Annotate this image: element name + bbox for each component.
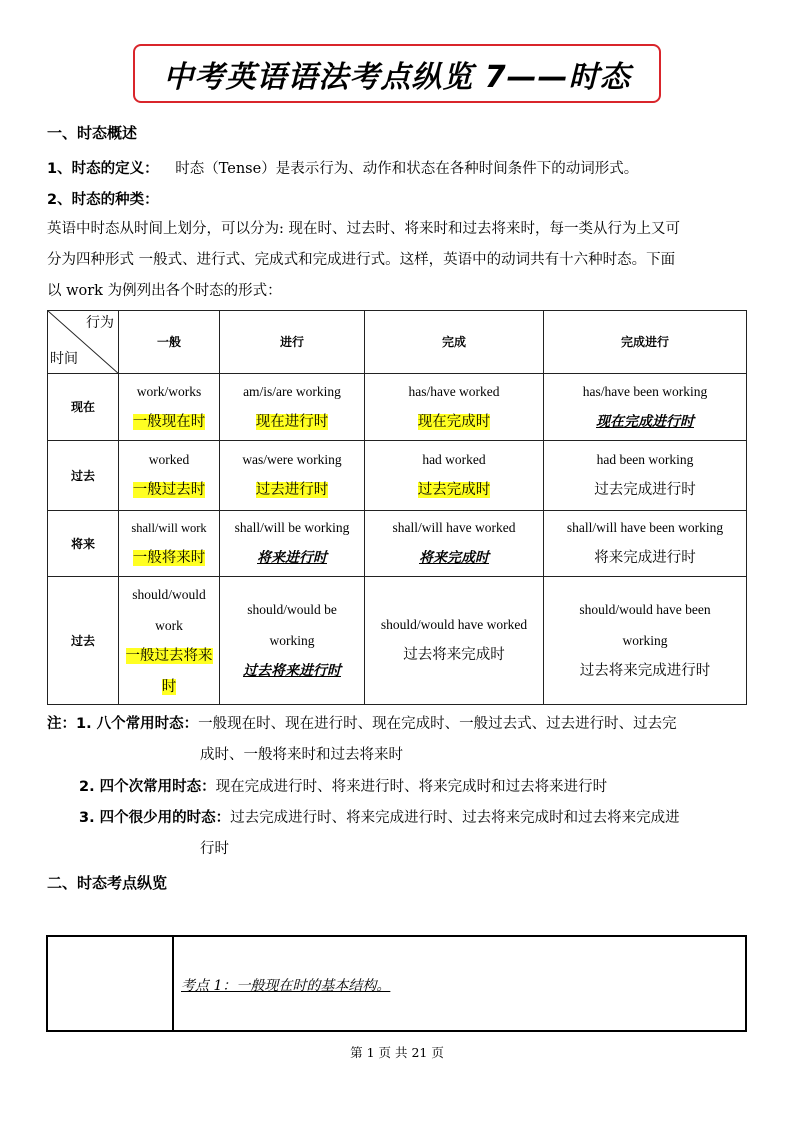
title-box <box>133 44 661 103</box>
cell-form: shall/will have been working <box>566 520 724 535</box>
definition-text: 时态（Tense）是表示行为、动作和状态在各种时间条件下的动词形式。 <box>175 161 639 177</box>
note-2 <box>79 775 607 796</box>
box-divider <box>172 937 174 1030</box>
table-corner-cell <box>48 311 119 374</box>
note-prefix: 注： <box>47 716 76 732</box>
cell-tense-name: 一般将来时 <box>132 550 206 566</box>
intro-paragraph <box>47 214 747 307</box>
table-cell <box>544 374 747 441</box>
note-1-text: 一般现在时、现在进行时、现在完成时、一般过去式、过去进行时、过去完 <box>198 716 677 732</box>
intro-line-3: 以 work 为例列出各个时态的形式： <box>47 283 282 299</box>
table-row <box>48 577 747 705</box>
note-3-label: 3. 四个很少用的时态： <box>79 810 231 826</box>
cell-tense-name: 将来完成进行时 <box>594 550 696 566</box>
cell-form: worked <box>148 452 190 467</box>
definition-line <box>47 157 638 178</box>
table-cell <box>220 511 365 577</box>
exam-point-1: 考点 1：一般现在时的基本结构。 <box>181 978 391 994</box>
cell-tense-name: 过去进行时 <box>255 482 329 498</box>
cell-tense-name: 将来进行时 <box>257 550 327 566</box>
cell-form: work/works <box>136 383 202 399</box>
intro-line-2: 分为四种形式 一般式、进行式、完成式和完成进行式。这样，英语中的动词共有十六种时态。下面 <box>47 252 676 268</box>
document-title: 中考英语语法考点纵览 7——时态 <box>163 59 631 95</box>
table-cell <box>365 511 544 577</box>
header-progressive: 进行 <box>220 311 365 374</box>
table-row <box>48 441 747 511</box>
table-cell <box>220 374 365 441</box>
cell-tense-name: 一般现在时 <box>132 413 206 430</box>
row-label-past-future: 过去 <box>48 577 119 705</box>
header-simple: 一般 <box>119 311 220 374</box>
cell-form: should/would have worked <box>380 617 528 632</box>
note-1-continued: 成时、一般将来时和过去将来时 <box>200 747 403 763</box>
cell-form: should/would work <box>132 586 206 633</box>
cell-form: am/is/are working <box>243 383 341 399</box>
cell-tense-name: 过去完成进行时 <box>594 482 696 498</box>
table-cell <box>544 441 747 511</box>
cell-tense-name: 过去将来完成进行时 <box>579 663 711 679</box>
cell-form: shall/will have worked <box>392 520 516 535</box>
table-row <box>48 374 747 441</box>
table-cell <box>365 374 544 441</box>
cell-tense-name: 现在完成时 <box>417 413 491 430</box>
note-1-label: 1. 八个常用时态： <box>76 716 199 732</box>
cell-tense-name: 过去将来完成时 <box>403 647 505 663</box>
note-2-text: 现在完成进行时、将来进行时、将来完成时和过去将来进行时 <box>215 779 608 795</box>
note-3-text: 过去完成进行时、将来完成进行时、过去将来完成时和过去将来完成进 <box>230 810 680 826</box>
table-cell <box>365 577 544 705</box>
cell-tense-name: 将来完成时 <box>419 550 489 566</box>
row-label-present: 现在 <box>48 374 119 441</box>
note-1 <box>47 712 677 733</box>
table-cell <box>119 577 220 705</box>
section1-heading: 一、时态概述 <box>47 124 138 142</box>
table-header-row <box>48 311 747 374</box>
cell-tense-name: 过去将来进行时 <box>243 663 341 679</box>
intro-line-1: 英语中时态从时间上划分，可以分为: 现在时、过去时、将来时和过去将来时，每一类从行为上又可 <box>47 221 680 237</box>
cell-form: has/have been working <box>582 383 708 399</box>
table-cell <box>365 441 544 511</box>
note-3-continued: 行时 <box>200 841 229 857</box>
cell-form: had worked <box>422 452 486 467</box>
cell-tense-name: 现在进行时 <box>255 413 329 430</box>
page-footer: 第 1 页 共 21 页 <box>350 1045 444 1060</box>
cell-tense-name: 过去完成时 <box>417 482 491 498</box>
cell-form: shall/will be working <box>234 520 350 535</box>
cell-form: should/would be working <box>247 602 337 648</box>
corner-label-time: 时间 <box>50 351 78 367</box>
table-cell <box>119 441 220 511</box>
table-cell <box>544 577 747 705</box>
table-cell <box>220 441 365 511</box>
corner-label-action: 行为 <box>86 315 114 331</box>
cell-form: should/would have been working <box>579 602 711 648</box>
cell-form: shall/will work <box>131 521 207 535</box>
cell-tense-name: 现在完成进行时 <box>596 413 694 430</box>
note-2-label: 2. 四个次常用时态： <box>79 779 216 795</box>
table-row <box>48 511 747 577</box>
row-label-past: 过去 <box>48 441 119 511</box>
cell-form: had been working <box>596 452 694 467</box>
note-3 <box>79 806 680 827</box>
tense-table <box>47 310 747 705</box>
cell-form: has/have worked <box>408 383 500 399</box>
definition-label: 1、时态的定义： <box>47 161 159 177</box>
table-cell <box>544 511 747 577</box>
header-perfect: 完成 <box>365 311 544 374</box>
cell-tense-name: 一般过去时 <box>132 482 206 498</box>
section2-heading: 二、时态考点纵览 <box>47 874 168 892</box>
cell-tense-name: 一般过去将来时 <box>125 647 213 695</box>
exam-point-box <box>46 935 747 1032</box>
kinds-label: 2、时态的种类： <box>47 192 159 208</box>
table-cell <box>119 374 220 441</box>
header-perfect-progressive: 完成进行 <box>544 311 747 374</box>
cell-form: was/were working <box>242 452 342 467</box>
table-cell <box>220 577 365 705</box>
row-label-future: 将来 <box>48 511 119 577</box>
table-cell <box>119 511 220 577</box>
